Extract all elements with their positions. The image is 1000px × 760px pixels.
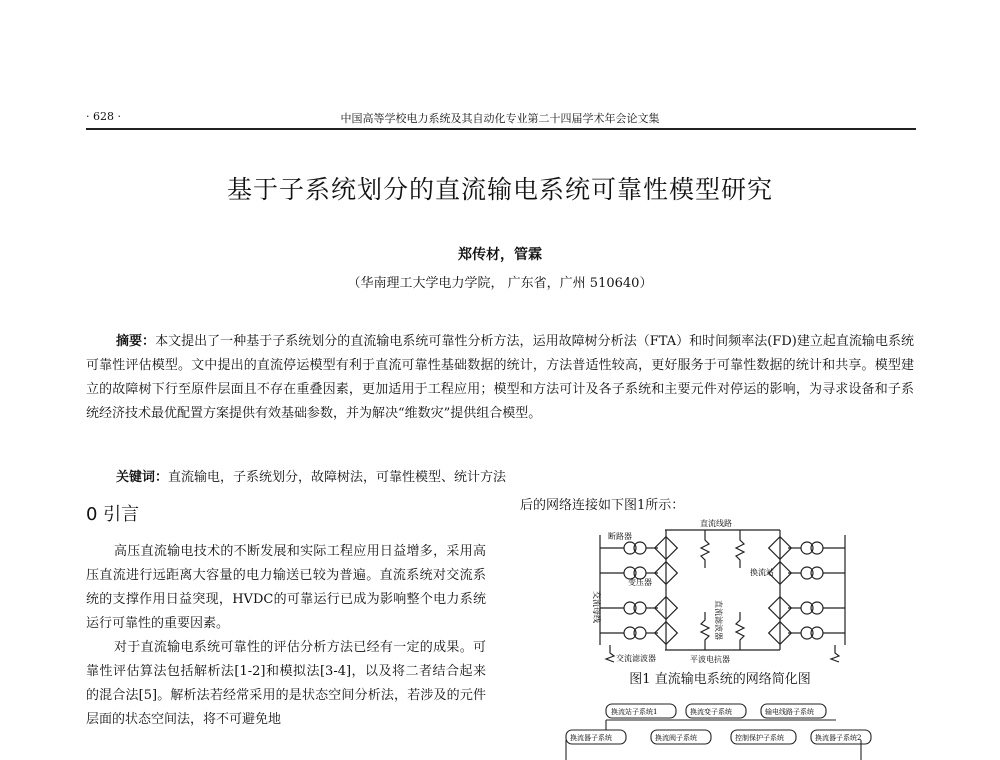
figure-1-diagram [590, 515, 860, 665]
label-transformer: 变压器 [628, 578, 652, 587]
label-breaker: 断路器 [608, 532, 632, 541]
converter-right [769, 530, 792, 650]
keywords-text: 直流输电，子系统划分，故障树法，可靠性模型、统计方法 [168, 470, 507, 485]
fig2-label-1: 换流站子系统1 [611, 708, 658, 716]
abstract-label: 摘要： [116, 334, 156, 349]
dc-filter-4 [736, 612, 744, 650]
label-ac-line: 交流母线 [592, 591, 601, 623]
keywords [86, 466, 914, 485]
figure-intro-text: 后的网络连接如下图1所示： [520, 498, 685, 513]
converter-left [655, 530, 678, 650]
fig2-label-2: 换流变子系统 [690, 708, 732, 716]
dc-filter-2 [736, 530, 744, 568]
label-dc-line: 直流线路 [700, 519, 732, 528]
label-ac-filter: 交流滤波器 [616, 654, 656, 663]
running-head: 中国高等学校电力系统及其自动化专业第二十四届学术年会论文集 [340, 112, 660, 125]
page-number: · 628 · [86, 110, 121, 123]
paper-title: 基于子系统划分的直流输电系统可靠性模型研究 [226, 175, 773, 204]
fig2-label-5: 换流阀子系统 [655, 734, 697, 742]
abstract [86, 330, 914, 426]
fig2-label-6: 控制保护子系统 [735, 734, 784, 742]
fig2-label-3: 输电线路子系统 [765, 708, 814, 716]
left-column [86, 540, 486, 732]
transformers-right [788, 542, 845, 639]
fig2-label-7: 换流器子系统2 [815, 734, 862, 742]
intro-paragraph-2: 对于直流输电系统可靠性的评估分析方法已经有一定的成果。可靠性评估算法包括解析法[1-2]和模拟法[3-4]，以及将二者结合起来的混合法[5]。解析法若经常采用的是状态空间分析法，若涉及的元件层面的状态空间法，将不可避免地 [86, 640, 486, 727]
dc-filter-3 [701, 612, 709, 650]
abstract-text: 本文提出了一种基于子系统划分的直流输电系统可靠性分析方法，运用故障树分析法（FTA）和时间频率法(FD)建立起直流输电系统可靠性评估模型。文中提出的直流停运模型有利于直流可靠性基础数据的统计，方法普适性较高，更好服务于可靠性数据的统计和共享。模型建立的故障树下行至原件层面且不存在重叠因素，更加适用于工程应用；模型和方法可计及各子系统和主要元件对停运的影响，为寻求设备和子系统经济技术最优配置方案提供有效基础参数，并为解决“维数灾”提供组合模型。 [86, 334, 914, 421]
ac-filter-right [831, 645, 839, 662]
paper-affiliation: （华南理工大学电力学院， 广东省，广州 510640） [347, 276, 653, 291]
fig2-label-4: 换流器子系统 [570, 734, 612, 742]
section-heading: 0 引言 [86, 504, 140, 525]
intro-paragraph-1: 高压直流输电技术的不断发展和实际工程应用日益增多，采用高压直流进行远距离大容量的电力输送已较为普遍。直流系统对交流系统的支撑作用日益突现，HVDC的可靠运行已成为影响整个电力系统运行可靠性的重要因素。 [86, 544, 486, 631]
dc-filter-1 [701, 530, 709, 568]
figure-1-caption: 图1 直流输电系统的网络简化图 [629, 672, 811, 687]
label-reactor: 平波电抗器 [690, 655, 730, 664]
label-smoothing: 换流站 [750, 568, 774, 577]
label-dc-filter: 直流滤波器 [714, 600, 723, 640]
keywords-label: 关键词： [116, 470, 169, 485]
figure-2-diagram [556, 700, 896, 760]
transformers-left [600, 542, 658, 639]
header-rule [86, 128, 916, 130]
ac-filter-left [606, 645, 614, 662]
paper-authors: 郑传材，管霖 [458, 247, 542, 263]
